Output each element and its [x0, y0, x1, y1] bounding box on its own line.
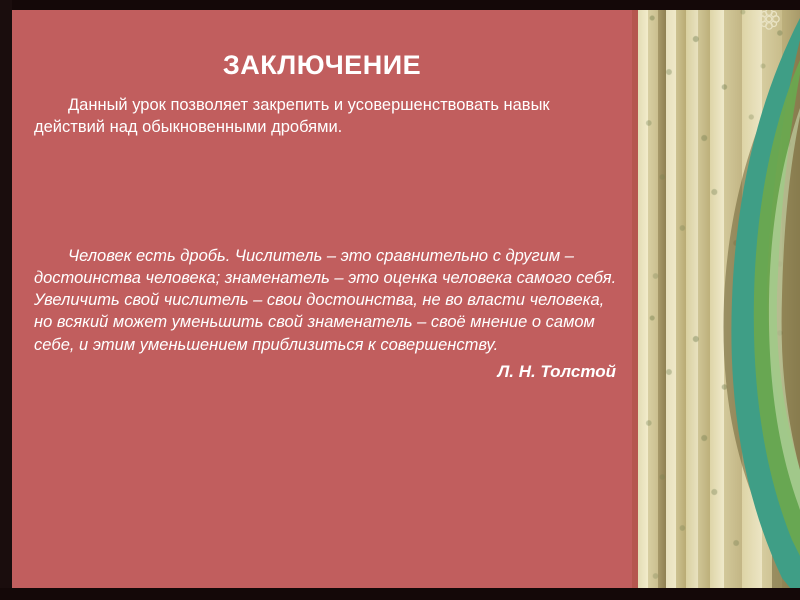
frame-bottom-edge — [0, 588, 800, 600]
body-paragraph: Данный урок позволяет закрепить и усовершенствовать навык действий над обыкновенными дробями. — [34, 96, 550, 136]
decorative-ribbon — [632, 0, 800, 600]
frame-left-edge — [0, 0, 12, 600]
frame-top-edge — [0, 0, 800, 10]
quote-text: Человек есть дробь. Числитель – это сравнительно с другим – достоинства человека; знаменатель – это оценка человека самого себя. Увеличить свой числитель – свои достоинства, не во власти человека, но всякий может уменьшить свой знаменатель – своё мнение о самом себе, и этим уменьшением приблизиться к совершенству. — [34, 246, 617, 354]
slide-content — [12, 10, 632, 588]
quote-attribution: Л. Н. Толстой — [497, 361, 616, 381]
page-title: ЗАКЛЮЧЕНИЕ — [222, 50, 422, 80]
